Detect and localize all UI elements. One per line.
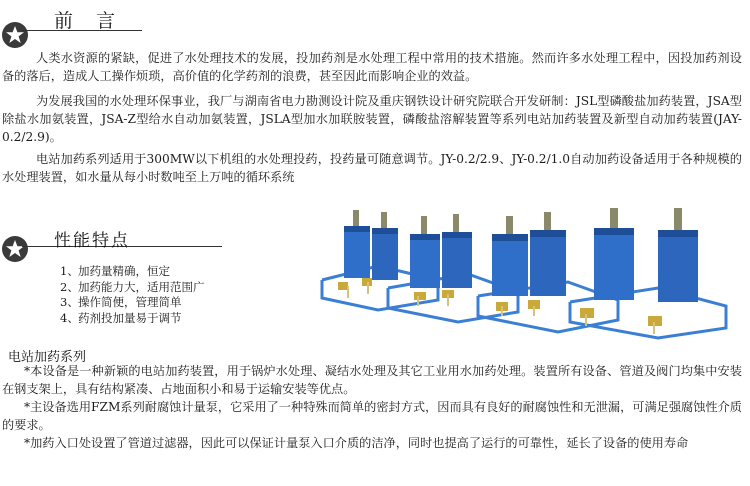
- list-item: 1、加药量精确，恒定: [60, 264, 170, 278]
- series-paragraph-1: *本设备是一种新颖的电站加药装置，用于锅炉水处理、凝结水处理及其它工业用水加药处理。装置所有设备、管道及阀门均集中安装在钢支架上，具有结构紧凑、占地面积小和易于运输安装等优点。: [2, 364, 742, 396]
- series-paragraph-2: *主设备选用FZM系列耐腐蚀计量泵，它采用了一种特殊而简单的密封方式，因而具有良好的耐腐蚀性和无泄漏，可满足强腐蚀性介质的要求。: [2, 400, 742, 432]
- section-title: 前 言: [54, 10, 118, 32]
- section-title: 性能特点: [54, 231, 130, 251]
- section-header-features: [0, 226, 320, 256]
- list-item: 3、操作简便，管理简单: [60, 295, 182, 309]
- series-paragraph-3: *加药入口处设置了管道过滤器，因此可以保证计量泵入口介质的洁净，同时也提高了运行的可靠性，延长了设备的使用寿命: [24, 436, 689, 450]
- series-heading: 电站加药系列: [8, 350, 87, 365]
- intro-paragraph-1: 人类水资源的紧缺，促进了水处理技术的发展，投加药剂是水处理工程中常用的技术措施。然而许多水处理工程中，因投加药剂设备的落后，造成人工操作烦琐，高价值的化学药剂的浪费，甚至因此而影响企业的效益。: [2, 51, 742, 83]
- intro-paragraph-3: 电站加药系列适用于300MW以下机组的水处理投药，投药量可随意调节。JY-0.2/2.9、JY-0.2/1.0自动加药设备适用于各种规模的水处理装置，如水量从每小时数吨至上万吨的循环系统: [2, 152, 742, 184]
- list-item: 4、药剂投加量易于调节: [60, 310, 182, 325]
- star-badge-icon: [2, 236, 28, 262]
- star-badge-icon: [2, 22, 28, 48]
- dosing-equipment-photo: [318, 188, 730, 340]
- intro-paragraph-2: 为发展我国的水处理环保事业，我厂与湖南省电力勘测设计院及重庆钢铁设计研究院联合开发研制：JSL型磷酸盐加药装置，JSA型除盐水加氨装置，JSA-Z型给水自动加氨装置，JSLA型加水加联胺装置，磷酸盐溶解装置等系列电站加药装置及新型自动加药装置(JAY-0.2/2.9)。: [2, 94, 742, 144]
- list-item: 2、加药能力大，适用范围广: [60, 279, 205, 294]
- feature-list: [60, 264, 205, 326]
- section-header-preface: [0, 6, 750, 36]
